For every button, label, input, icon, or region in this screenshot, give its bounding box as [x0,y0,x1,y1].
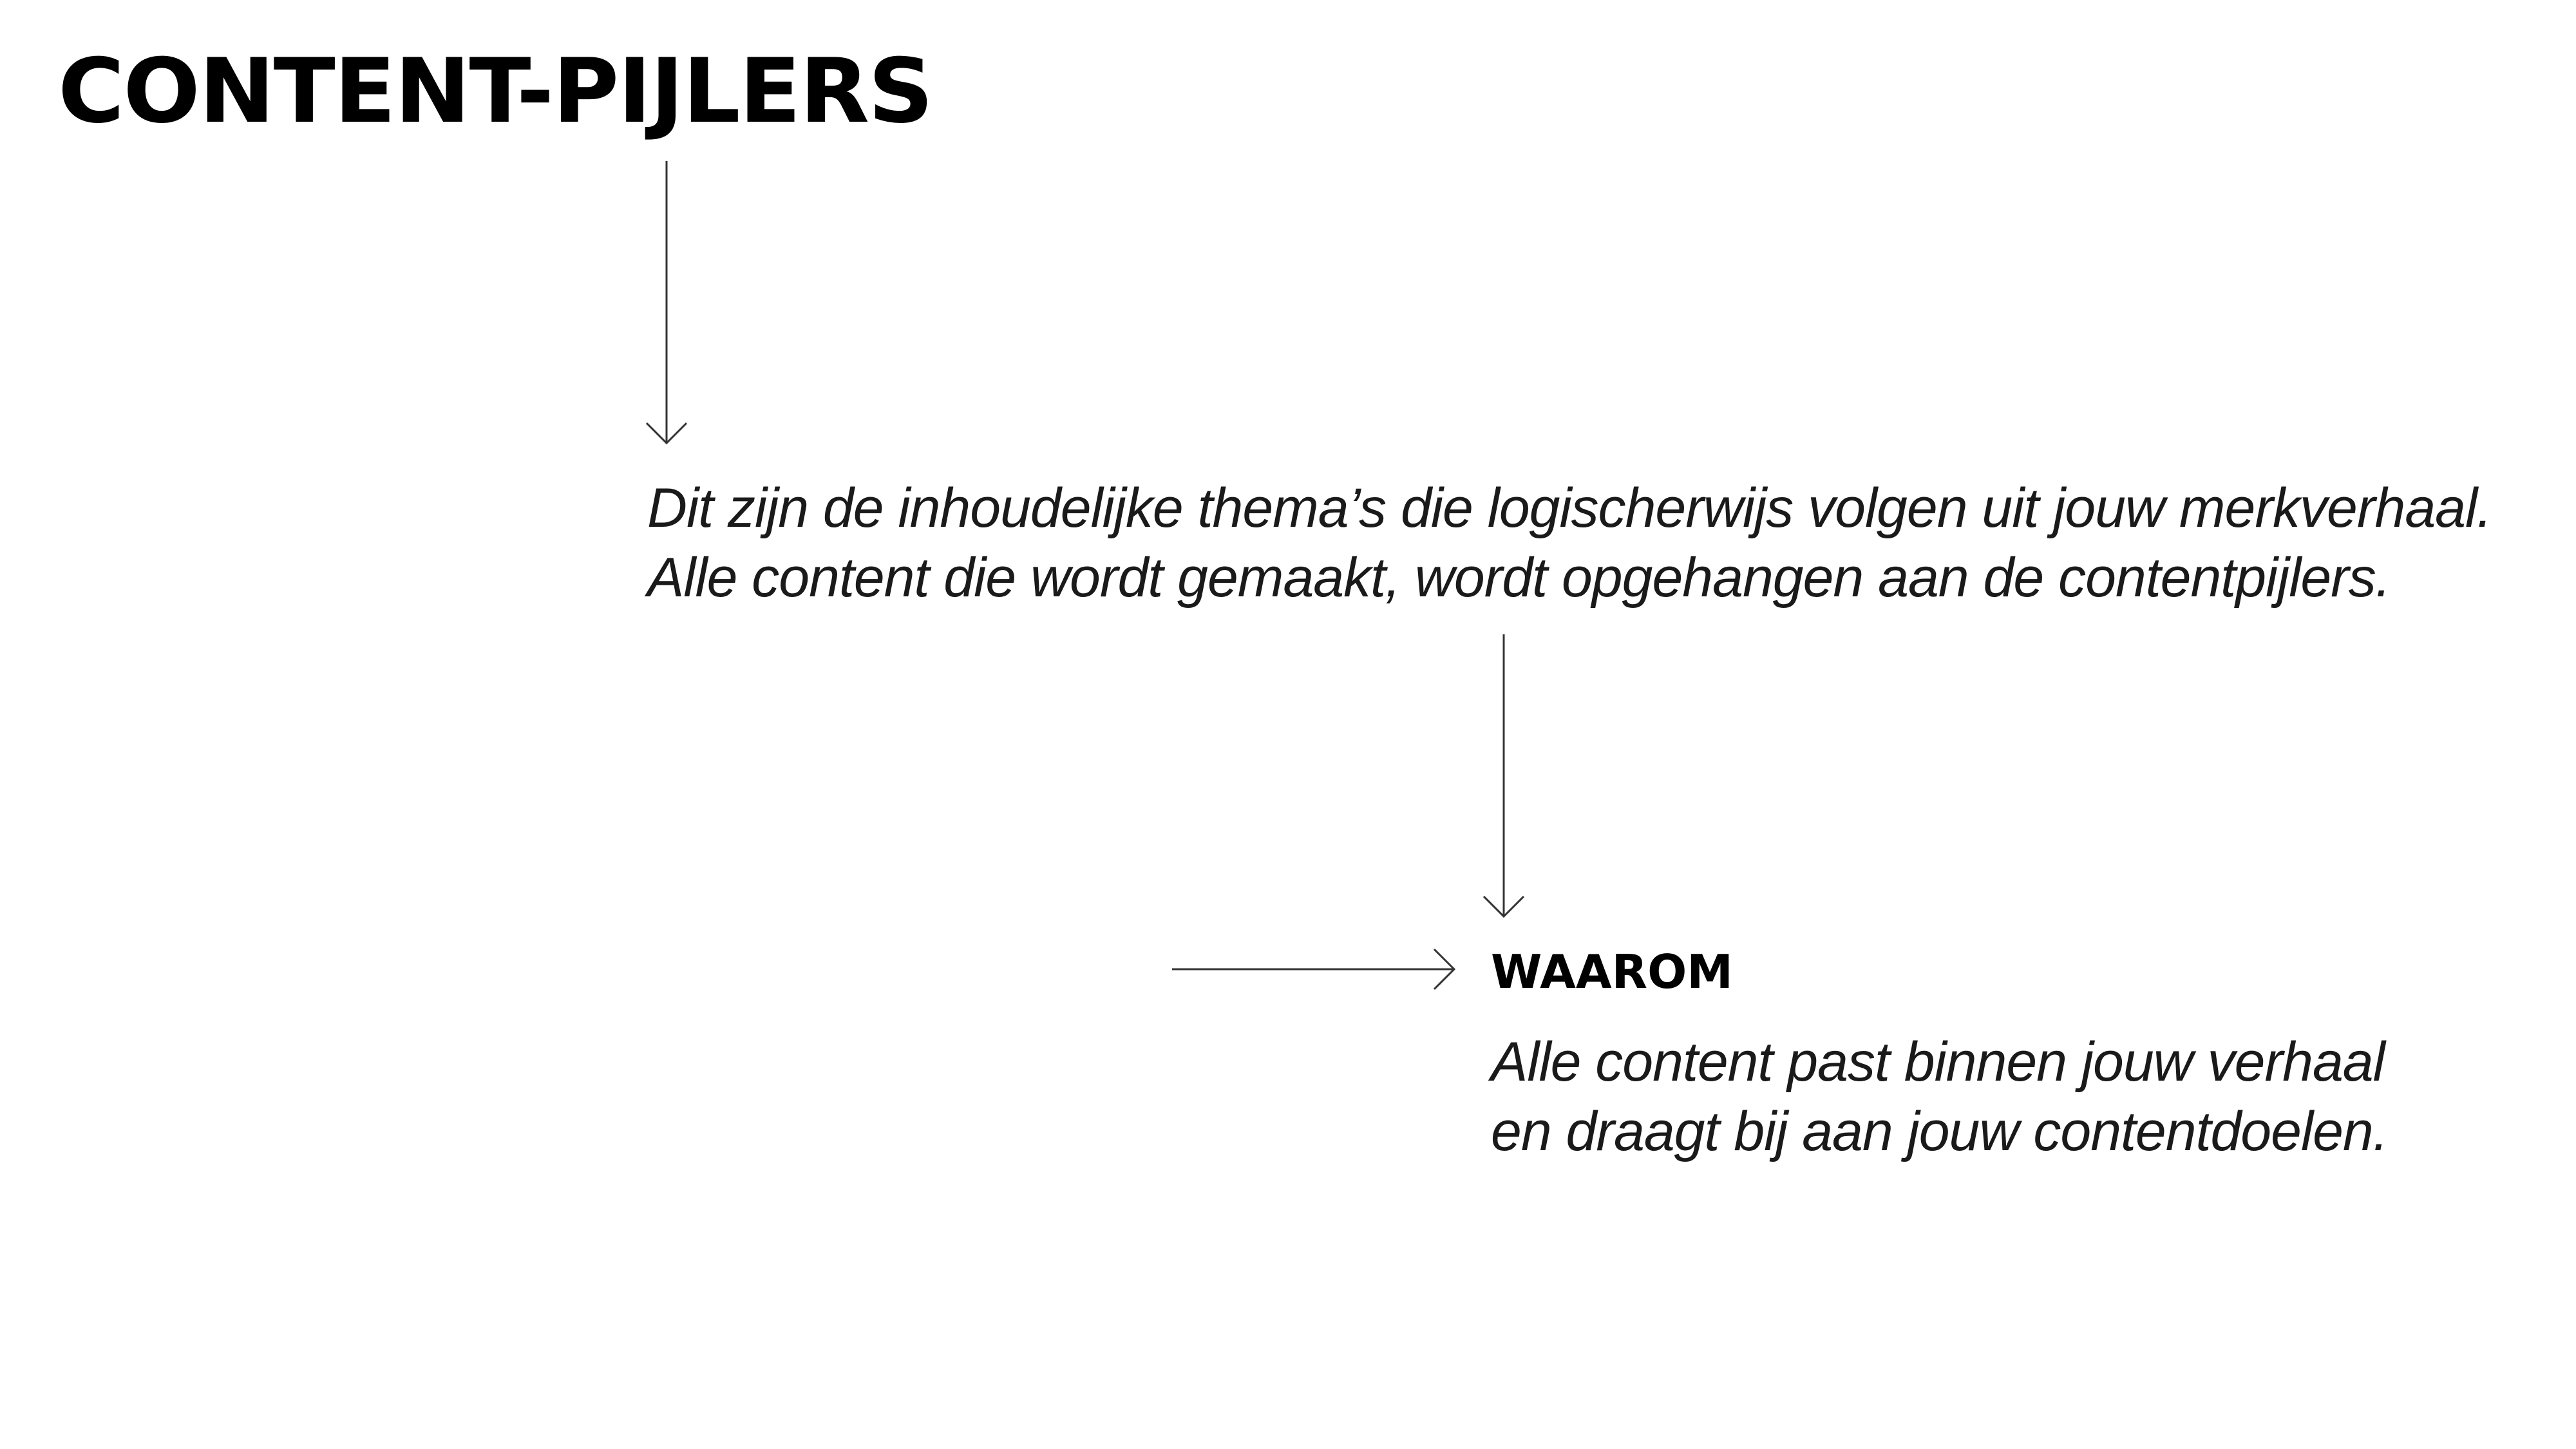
waarom-text [1491,1027,2388,1166]
waarom-line-1: Alle content past binnen jouw verhaal [1491,1031,2385,1093]
intro-text [647,473,2492,612]
waarom-line-2: en draagt bij aan jouw contentdoelen. [1491,1101,2388,1162]
page-title: CONTENT-PIJLERS [58,39,933,143]
arrow-down-intro-to-waarom [1484,634,1524,916]
waarom-heading: WAAROM [1491,945,1733,999]
intro-line-2: Alle content die wordt gemaakt, wordt opgehangen aan de contentpijlers. [647,547,2391,609]
arrow-down-title-to-intro [647,161,687,443]
arrow-right-to-waarom [1172,949,1454,989]
intro-line-1: Dit zijn de inhoudelijke thema’s die logischerwijs volgen uit jouw merkverhaal. [647,477,2492,539]
